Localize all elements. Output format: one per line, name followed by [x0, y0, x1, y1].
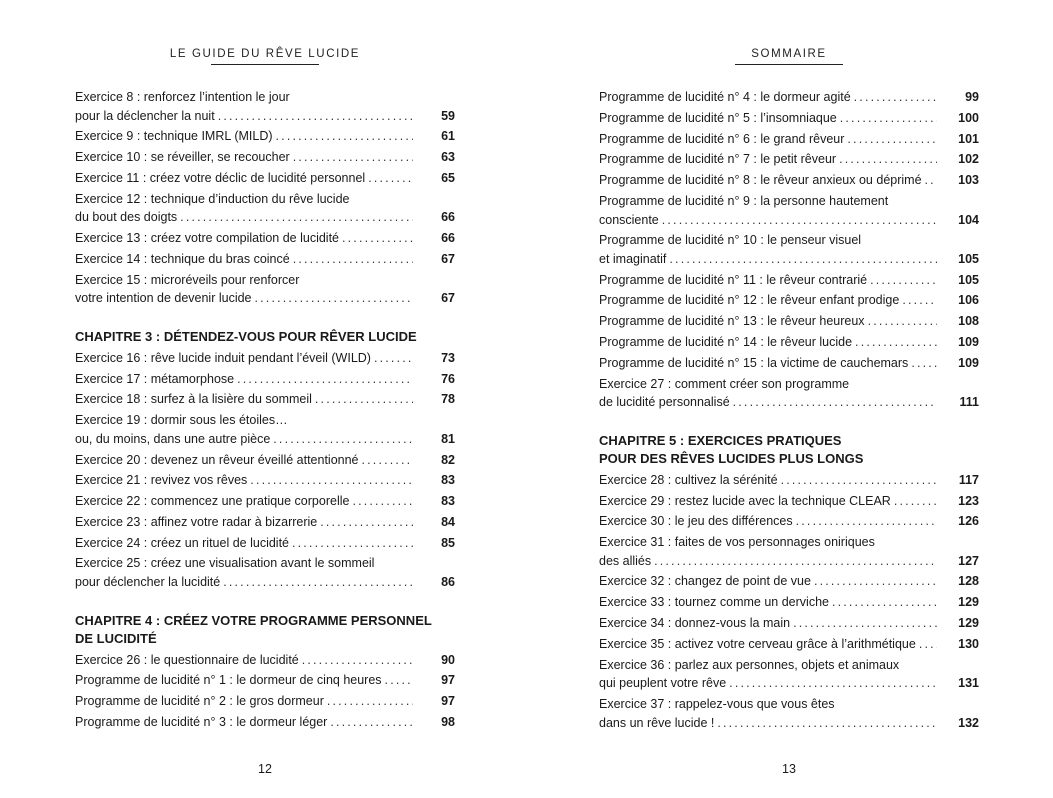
- toc-entry-line: [599, 109, 979, 128]
- toc-entry-title: Exercice 19 : dormir sous les étoiles…: [75, 413, 288, 428]
- dot-leader: [717, 714, 937, 733]
- toc-entry-line: [75, 451, 455, 470]
- toc-entry-title: Exercice 24 : créez un rituel de lucidité: [75, 535, 289, 550]
- toc-page-number: 106: [958, 293, 979, 308]
- toc-entry-line: [599, 593, 979, 612]
- toc-page-number: 103: [958, 173, 979, 188]
- dot-leader: [729, 674, 937, 693]
- running-head-rule: [735, 64, 843, 65]
- toc-entry-line: [599, 635, 979, 654]
- toc-entry-title: Exercice 30 : le jeu des différences: [599, 514, 793, 529]
- toc-page-number: 128: [958, 574, 979, 589]
- running-head: [599, 48, 979, 65]
- running-head-rule: [211, 64, 319, 65]
- toc-page-number: 65: [441, 170, 455, 185]
- toc-entry[interactable]: [599, 333, 979, 352]
- toc-entry-title: Exercice 23 : affinez votre radar à bizarrerie: [75, 514, 318, 529]
- toc-entry-line: [75, 513, 455, 532]
- toc-entry-line: [75, 534, 455, 553]
- toc-entry[interactable]: [75, 513, 455, 532]
- toc-page-number: 104: [958, 212, 979, 227]
- dot-leader: [796, 512, 937, 531]
- dot-leader: [255, 289, 413, 308]
- table-of-contents: [75, 88, 455, 734]
- toc-entry-title: Programme de lucidité n° 10 : le penseur visuel: [599, 233, 862, 248]
- dot-leader: [814, 572, 937, 591]
- toc-page-number: 67: [441, 291, 455, 306]
- toc-entry-title: Exercice 14 : technique du bras coincé: [75, 251, 290, 266]
- toc-entry-title: des alliés: [599, 553, 652, 568]
- toc-entry-title: Exercice 31 : faites de vos personnages oniriques: [599, 535, 875, 550]
- dot-leader: [840, 109, 937, 128]
- toc-entry[interactable]: [75, 671, 455, 690]
- toc-entry-title: consciente: [599, 212, 659, 227]
- dot-leader: [330, 713, 413, 732]
- toc-entry[interactable]: [599, 533, 979, 570]
- toc-entry-title: Exercice 26 : le questionnaire de lucidité: [75, 652, 299, 667]
- dot-leader: [250, 471, 413, 490]
- dot-leader: [925, 171, 937, 190]
- toc-entry-title: ou, du moins, dans une autre pièce: [75, 431, 271, 446]
- toc-entry[interactable]: [599, 171, 979, 190]
- toc-entry-line: [599, 614, 979, 633]
- dot-leader: [180, 208, 413, 227]
- toc-page-number: 129: [958, 616, 979, 631]
- toc-page-number: 82: [441, 452, 455, 467]
- chapter-heading: [75, 328, 455, 346]
- dot-leader: [894, 492, 937, 511]
- toc-page-number: 97: [441, 694, 455, 709]
- toc-entry-line: [599, 250, 979, 269]
- dot-leader: [223, 573, 413, 592]
- toc-entry-title: Exercice 18 : surfez à la lisière du sommeil: [75, 392, 312, 407]
- toc-entry[interactable]: [599, 109, 979, 128]
- toc-entry[interactable]: [599, 512, 979, 531]
- toc-page-number: 109: [958, 355, 979, 370]
- toc-entry-line: [75, 713, 455, 732]
- toc-entry-title: Programme de lucidité n° 11 : le rêveur contrarié: [599, 272, 868, 287]
- toc-entry-title: Exercice 22 : commencez une pratique corporelle: [75, 494, 350, 509]
- chapter-heading-line: DE LUCIDITÉ: [75, 630, 157, 646]
- toc-entry[interactable]: [599, 492, 979, 511]
- toc-entry-line: [599, 674, 979, 693]
- toc-entry-line: [599, 512, 979, 531]
- dot-leader: [855, 333, 937, 352]
- toc-page-number: 129: [958, 595, 979, 610]
- dot-leader: [276, 127, 413, 146]
- toc-page-number: 81: [441, 431, 455, 446]
- toc-entry-title: Exercice 10 : se réveiller, se recoucher: [75, 150, 290, 165]
- toc-entry[interactable]: [599, 192, 979, 229]
- dot-leader: [839, 150, 937, 169]
- toc-entry-line: [75, 430, 455, 449]
- chapter-heading-line: CHAPITRE 4 : CRÉEZ VOTRE PROGRAMME PERSONNEL: [75, 612, 432, 628]
- toc-page-number: 83: [441, 494, 455, 509]
- chapter-heading-line: CHAPITRE 3 : DÉTENDEZ-VOUS POUR RÊVER LUCIDE: [75, 328, 417, 344]
- toc-entry[interactable]: [75, 148, 455, 167]
- dot-leader: [292, 534, 413, 553]
- dot-leader: [302, 651, 413, 670]
- toc-entry-line: [75, 88, 455, 107]
- toc-entry-line: [75, 169, 455, 188]
- chapter-heading-line: CHAPITRE 5 : EXERCICES PRATIQUES: [599, 432, 842, 448]
- toc-entry-line: [599, 354, 979, 373]
- toc-entry-title: Exercice 27 : comment créer son programme: [599, 376, 850, 391]
- toc-entry[interactable]: [599, 150, 979, 169]
- toc-page-number: 66: [441, 210, 455, 225]
- toc-entry-line: [75, 127, 455, 146]
- dot-leader: [868, 312, 937, 331]
- dot-leader: [832, 593, 937, 612]
- toc-page-number: 86: [441, 575, 455, 590]
- toc-page-number: 66: [441, 231, 455, 246]
- toc-entry[interactable]: [75, 390, 455, 409]
- toc-page-number: 61: [441, 129, 455, 144]
- toc-entry-line: [599, 231, 979, 250]
- toc-entry-title: Exercice 15 : microréveils pour renforcer: [75, 272, 300, 287]
- dot-leader: [870, 271, 937, 290]
- toc-entry-title: Exercice 32 : changez de point de vue: [599, 574, 811, 589]
- toc-page-number: 108: [958, 314, 979, 329]
- toc-entry[interactable]: [599, 231, 979, 268]
- toc-entry-title: Programme de lucidité n° 12 : le rêveur enfant prodige: [599, 293, 900, 308]
- toc-page-number: 126: [958, 514, 979, 529]
- toc-entry-title: dans un rêve lucide !: [599, 715, 715, 730]
- chapter-heading: [599, 432, 979, 468]
- toc-entry-title: Programme de lucidité n° 8 : le rêveur anxieux ou déprimé: [599, 173, 922, 188]
- toc-entry-line: [599, 552, 979, 571]
- toc-entry-line: [75, 208, 455, 227]
- toc-entry-title: Programme de lucidité n° 1 : le dormeur de cinq heures: [75, 673, 382, 688]
- toc-page-number: 59: [441, 108, 455, 123]
- toc-entry-title: Exercice 16 : rêve lucide induit pendant l’éveil (WILD): [75, 350, 371, 365]
- dot-leader: [854, 88, 937, 107]
- toc-entry-line: [599, 333, 979, 352]
- dot-leader: [911, 354, 937, 373]
- toc-entry-title: Exercice 36 : parlez aux personnes, objets et animaux: [599, 657, 900, 672]
- toc-entry-line: [75, 411, 455, 430]
- toc-entry[interactable]: [599, 130, 979, 149]
- toc-entry-title: Programme de lucidité n° 15 : la victime de cauchemars: [599, 355, 909, 370]
- toc-entry-line: [75, 390, 455, 409]
- toc-entry-line: [75, 229, 455, 248]
- toc-entry[interactable]: [75, 534, 455, 553]
- toc-entry[interactable]: [75, 229, 455, 248]
- dot-leader: [385, 671, 413, 690]
- toc-entry-title: du bout des doigts: [75, 210, 178, 225]
- toc-page-number: 73: [441, 350, 455, 365]
- toc-page-number: 101: [958, 131, 979, 146]
- toc-entry-title: Exercice 11 : créez votre déclic de lucidité personnel: [75, 170, 366, 185]
- toc-entry-title: qui peuplent votre rêve: [599, 676, 727, 691]
- toc-entry-line: [75, 492, 455, 511]
- toc-entry-line: [599, 656, 979, 675]
- toc-entry-title: pour la déclencher la nuit: [75, 108, 215, 123]
- toc-entry-line: [599, 375, 979, 394]
- toc-entry[interactable]: [75, 127, 455, 146]
- toc-entry-title: Programme de lucidité n° 3 : le dormeur léger: [75, 715, 328, 729]
- toc-entry-line: [599, 393, 979, 412]
- toc-entry-line: [75, 250, 455, 269]
- toc-entry-line: [75, 573, 455, 592]
- toc-entry-line: [75, 148, 455, 167]
- toc-entry[interactable]: [75, 190, 455, 227]
- toc-page-number: 117: [958, 472, 979, 487]
- toc-entry-line: [75, 349, 455, 368]
- toc-entry[interactable]: [75, 471, 455, 490]
- toc-page-number: 100: [958, 110, 979, 125]
- toc-page-number: 84: [441, 514, 455, 529]
- toc-entry-line: [75, 692, 455, 711]
- toc-entry-line: [599, 492, 979, 511]
- right-page: [599, 0, 979, 798]
- toc-entry-title: de lucidité personnalisé: [599, 395, 730, 410]
- toc-entry[interactable]: [75, 713, 455, 732]
- toc-entry-title: pour déclencher la lucidité: [75, 575, 221, 590]
- toc-page-number: 105: [958, 251, 979, 266]
- toc-entry[interactable]: [75, 651, 455, 670]
- toc-entry-title: Exercice 25 : créez une visualisation avant le sommeil: [75, 556, 375, 571]
- toc-entry[interactable]: [75, 169, 455, 188]
- toc-entry-line: [599, 171, 979, 190]
- table-of-contents: [599, 88, 979, 734]
- toc-page-number: 109: [958, 335, 979, 349]
- dot-leader: [293, 148, 413, 167]
- toc-page-number: 130: [958, 636, 979, 651]
- toc-entry-line: [75, 289, 455, 308]
- toc-entry-title: Exercice 33 : tournez comme un derviche: [599, 595, 829, 610]
- toc-entry-line: [599, 211, 979, 230]
- toc-entry-title: et imaginatif: [599, 251, 667, 266]
- toc-entry-title: Exercice 21 : revivez vos rêves: [75, 473, 248, 488]
- toc-entry-title: Exercice 29 : restez lucide avec la technique CLEAR: [599, 493, 891, 508]
- toc-entry-line: [75, 190, 455, 209]
- toc-page-number: 99: [965, 90, 979, 104]
- chapter-heading-line: POUR DES RÊVES LUCIDES PLUS LONGS: [599, 450, 864, 466]
- toc-page-number: 111: [959, 395, 979, 410]
- dot-leader: [919, 635, 937, 654]
- toc-entry[interactable]: [599, 593, 979, 612]
- toc-entry[interactable]: [599, 572, 979, 591]
- toc-entry-line: [599, 192, 979, 211]
- toc-entry[interactable]: [599, 354, 979, 373]
- page-number: 13: [782, 762, 796, 776]
- toc-entry-line: [599, 533, 979, 552]
- dot-leader: [293, 250, 413, 269]
- toc-page-number: 98: [441, 715, 455, 729]
- toc-entry[interactable]: [599, 88, 979, 107]
- toc-entry-title: Exercice 37 : rappelez-vous que vous êtes: [599, 696, 835, 711]
- toc-entry[interactable]: [75, 411, 455, 448]
- toc-entry-line: [75, 107, 455, 126]
- toc-entry[interactable]: [75, 250, 455, 269]
- toc-entry-line: [75, 671, 455, 690]
- toc-entry[interactable]: [75, 451, 455, 470]
- toc-entry-title: Programme de lucidité n° 2 : le gros dormeur: [75, 694, 324, 709]
- dot-leader: [733, 393, 937, 412]
- toc-entry[interactable]: [599, 375, 979, 412]
- toc-page-number: 102: [958, 152, 979, 167]
- toc-entry-line: [75, 271, 455, 290]
- toc-entry[interactable]: [599, 291, 979, 310]
- dot-leader: [781, 471, 937, 490]
- toc-page-number: 90: [441, 652, 455, 667]
- toc-entry[interactable]: [599, 656, 979, 693]
- toc-entry-line: [599, 291, 979, 310]
- dot-leader: [374, 349, 413, 368]
- dot-leader: [662, 211, 937, 230]
- toc-entry[interactable]: [75, 554, 455, 591]
- toc-page-number: 105: [958, 272, 979, 287]
- toc-entry[interactable]: [599, 312, 979, 331]
- toc-page-number: 123: [958, 493, 979, 508]
- left-page: [75, 0, 455, 798]
- toc-entry[interactable]: [599, 471, 979, 490]
- toc-entry-title: Programme de lucidité n° 7 : le petit rêveur: [599, 152, 837, 167]
- toc-page-number: 131: [958, 676, 979, 691]
- dot-leader: [669, 250, 937, 269]
- toc-entry-title: Exercice 20 : devenez un rêveur éveillé attentionné: [75, 452, 359, 467]
- dot-leader: [327, 692, 413, 711]
- toc-entry[interactable]: [75, 692, 455, 711]
- toc-entry-line: [599, 695, 979, 714]
- chapter-heading: [75, 612, 455, 648]
- toc-entry[interactable]: [599, 695, 979, 732]
- dot-leader: [320, 513, 413, 532]
- dot-leader: [273, 430, 413, 449]
- dot-leader: [352, 492, 413, 511]
- toc-entry-line: [599, 150, 979, 169]
- toc-entry-title: Programme de lucidité n° 13 : le rêveur heureux: [599, 314, 865, 329]
- toc-entry[interactable]: [75, 370, 455, 389]
- toc-entry-title: Programme de lucidité n° 6 : le grand rêveur: [599, 131, 845, 146]
- toc-entry-title: Exercice 13 : créez votre compilation de lucidité: [75, 231, 340, 246]
- toc-entry-line: [599, 271, 979, 290]
- toc-entry-title: Exercice 35 : activez votre cerveau grâce à l’arithmétique: [599, 636, 916, 651]
- toc-entry-title: Exercice 28 : cultivez la sérénité: [599, 472, 778, 487]
- running-head: [75, 48, 455, 65]
- toc-entry[interactable]: [75, 271, 455, 308]
- toc-entry-line: [599, 312, 979, 331]
- toc-entry-title: Exercice 17 : métamorphose: [75, 371, 235, 386]
- toc-page-number: 85: [441, 535, 455, 550]
- toc-entry-title: votre intention de devenir lucide: [75, 291, 252, 306]
- toc-page-number: 67: [441, 251, 455, 266]
- toc-entry-line: [75, 471, 455, 490]
- toc-entry-line: [75, 370, 455, 389]
- toc-entry-line: [599, 471, 979, 490]
- dot-leader: [902, 291, 937, 310]
- toc-entry-title: Programme de lucidité n° 14 : le rêveur lucide: [599, 335, 853, 349]
- toc-page-number: 97: [441, 673, 455, 688]
- toc-page-number: 78: [441, 392, 455, 407]
- dot-leader: [362, 451, 413, 470]
- toc-entry[interactable]: [599, 271, 979, 290]
- dot-leader: [793, 614, 937, 633]
- running-head-title: LE GUIDE DU RÊVE LUCIDE: [169, 48, 361, 60]
- toc-entry[interactable]: [75, 349, 455, 368]
- page-number: 12: [258, 762, 272, 776]
- toc-entry-line: [599, 88, 979, 107]
- toc-entry-title: Exercice 8 : renforcez l’intention le jour: [75, 90, 290, 104]
- toc-entry-title: Exercice 9 : technique IMRL (MILD): [75, 129, 273, 144]
- toc-entry[interactable]: [75, 88, 455, 125]
- dot-leader: [654, 552, 937, 571]
- toc-page-number: 63: [441, 150, 455, 165]
- toc-entry-line: [75, 651, 455, 670]
- toc-entry-line: [599, 130, 979, 149]
- toc-page-number: 127: [958, 553, 979, 568]
- dot-leader: [368, 169, 413, 188]
- toc-entry-title: Programme de lucidité n° 9 : la personne hautement: [599, 193, 889, 208]
- toc-page-number: 76: [441, 371, 455, 386]
- toc-entry-line: [75, 554, 455, 573]
- dot-leader: [237, 370, 413, 389]
- toc-page-number: 132: [958, 715, 979, 730]
- toc-entry-line: [599, 714, 979, 733]
- dot-leader: [218, 107, 413, 126]
- toc-page-number: 83: [441, 473, 455, 488]
- toc-entry[interactable]: [599, 635, 979, 654]
- toc-entry-line: [599, 572, 979, 591]
- toc-entry[interactable]: [599, 614, 979, 633]
- toc-entry-title: Exercice 12 : technique d’induction du rêve lucide: [75, 191, 350, 206]
- toc-entry-title: Programme de lucidité n° 5 : l’insomniaque: [599, 110, 837, 125]
- dot-leader: [342, 229, 413, 248]
- toc-entry-title: Programme de lucidité n° 4 : le dormeur agité: [599, 90, 851, 104]
- dot-leader: [847, 130, 937, 149]
- running-head-title: SOMMAIRE: [751, 48, 827, 60]
- toc-entry-title: Exercice 34 : donnez-vous la main: [599, 616, 791, 631]
- toc-entry[interactable]: [75, 492, 455, 511]
- dot-leader: [315, 390, 413, 409]
